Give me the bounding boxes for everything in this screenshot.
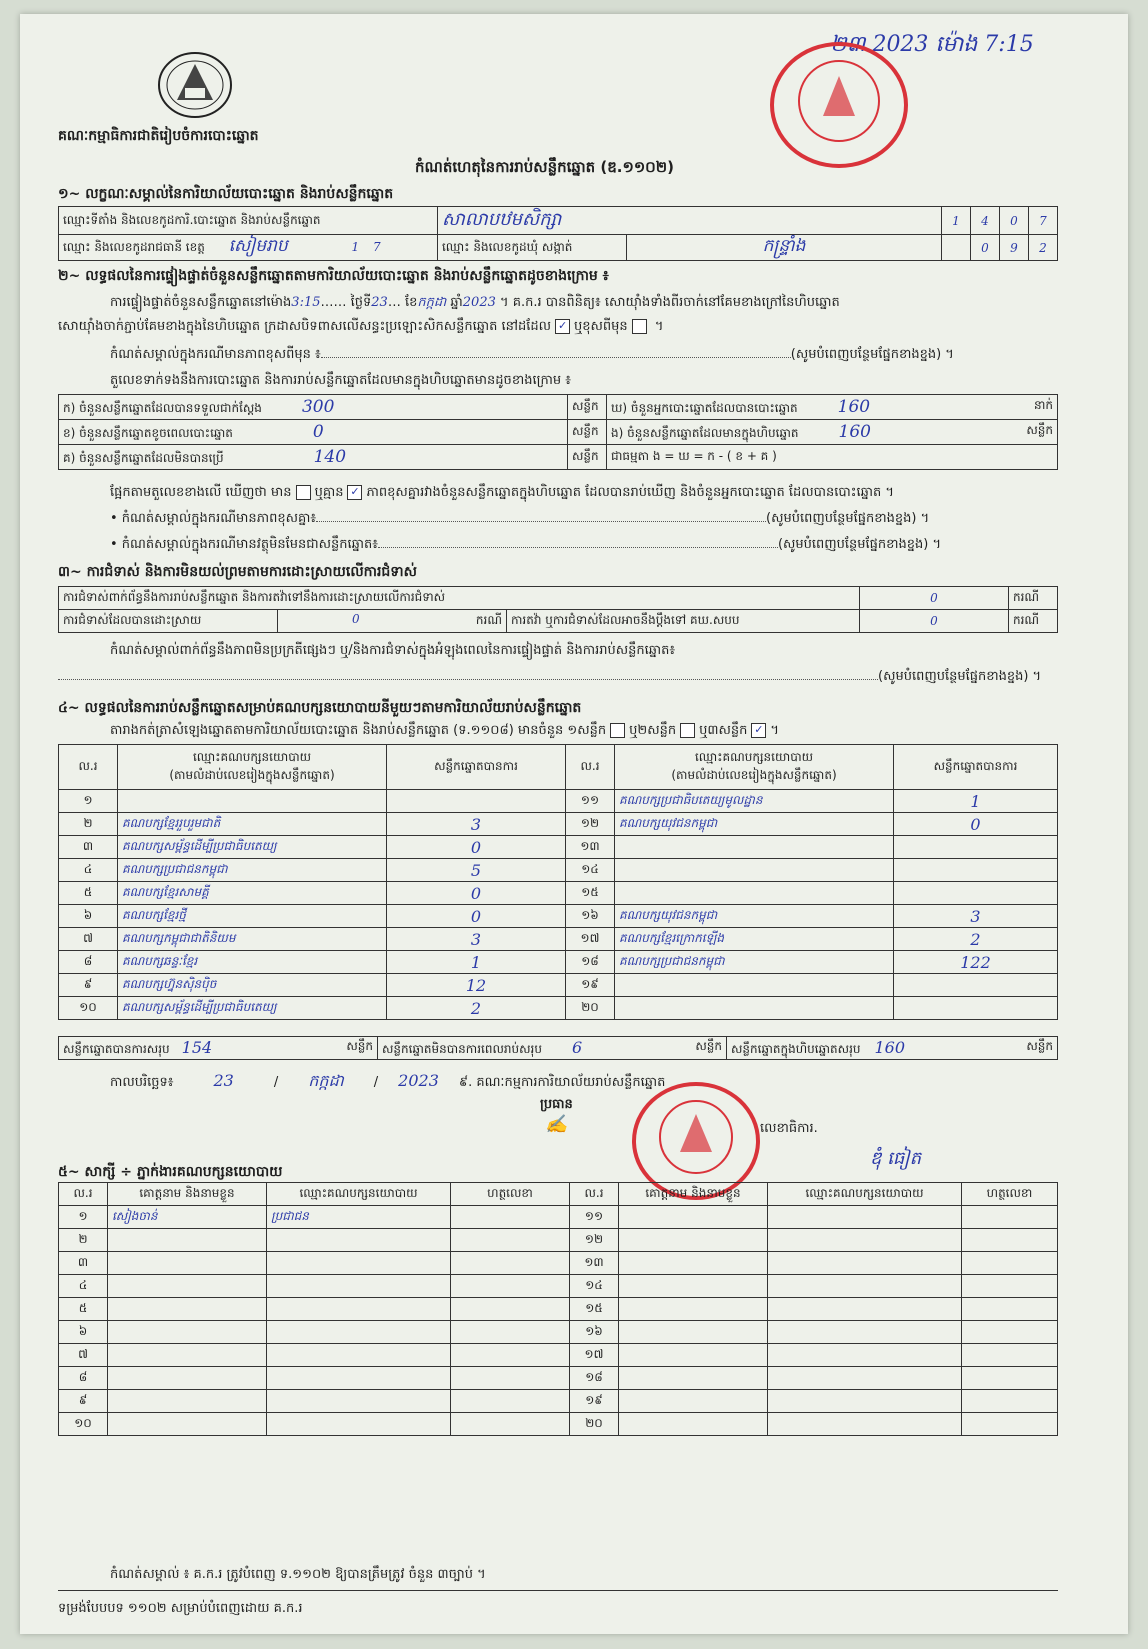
vote-count: 1: [894, 790, 1058, 813]
party-name: [615, 882, 894, 905]
row-number: ១១: [570, 1206, 619, 1229]
appeal-value: 0: [860, 610, 1009, 633]
party-name: គណបក្សសម្ព័ន្ធដើម្បីប្រជាធិបតេយ្យ: [118, 997, 387, 1020]
witness-party: [267, 1298, 451, 1321]
signature-cell: [451, 1229, 570, 1252]
witness-party: [267, 1344, 451, 1367]
party-name: គណបក្សខ្មែររួបរួមជាតិ: [118, 813, 387, 836]
vote-count: [894, 882, 1058, 905]
table-row: [59, 813, 1058, 836]
vote-count: 5: [387, 859, 566, 882]
row-number: ៩: [59, 1390, 108, 1413]
ng-value: 160: [838, 421, 871, 442]
day-value: 23: [371, 295, 388, 310]
row-number: ១២: [570, 1229, 619, 1252]
form-footer: ទម្រង់បែបបទ ១១០២ សម្រាប់បំពេញដោយ គ.ក.រ: [58, 1601, 303, 1616]
table-row: [59, 1344, 1058, 1367]
row-number: ៤: [59, 1275, 108, 1298]
table-row: [59, 1252, 1058, 1275]
vote-count: 2: [894, 928, 1058, 951]
irregularity-note: កំណត់សម្គាល់ពាក់ព័ន្ធនឹងភាពមិនប្រក្រតីផ្សេងៗ ឬ/និងការជំទាស់ក្នុងអំឡុងពេលនៃការផ្ទៀងផ្ទាត់ និងការរាប់សន្លឹកឆ្នោត៖: [110, 643, 676, 658]
signature-cell: [451, 1413, 570, 1436]
table-row: [59, 905, 1058, 928]
witness-name: [619, 1413, 768, 1436]
row-number: ១៨: [570, 1367, 619, 1390]
table-row: [59, 1206, 1058, 1229]
totals-table: សន្លឹកឆ្នោតបានការសរុប 154 សន្លឹក សន្លឹកឆ្នោតមិនបានការពេលរាប់សរុប 6 សន្លឹក សន្លឹកឆ្នោតក្នុងហិបឆ្នោតសរុប 160 សន្លឹក: [58, 1036, 1058, 1060]
witness-party: [267, 1252, 451, 1275]
table-row: [59, 928, 1058, 951]
row-number: ២: [59, 1229, 108, 1252]
change-note-line: កំណត់សម្គាល់ក្នុងករណីមានភាពខុសពីមុន ៖ (សូមបំពេញបន្ថែមផ្នែកខាងខ្នង) ។: [110, 347, 954, 362]
witness-name: [619, 1344, 768, 1367]
vote-count: 12: [387, 974, 566, 997]
row-number: ១៩: [570, 1390, 619, 1413]
witness-party: [267, 1390, 451, 1413]
witness-party: [768, 1413, 962, 1436]
row-number: ៥: [59, 882, 118, 905]
table-row: [59, 974, 1058, 997]
vote-count: 0: [387, 836, 566, 859]
row-number: ៨: [59, 1367, 108, 1390]
section3-title: ៣~ ការជំទាស់ និងការមិនយល់ព្រមតាមការដោះស្រាយលើការជំទាស់: [58, 564, 417, 580]
signature-cell: [451, 1321, 570, 1344]
ballot-counts-table: ក) ចំនួនសន្លឹកឆ្នោតដែលបានទទួលជាក់ស្តែង 300 សន្លឹក ឃ) ចំនួនអ្នកបោះឆ្នោតដែលបានបោះឆ្នោត 160 នាក់ ខ) ចំនួនសន្លឹកឆ្នោតខូចពេលបោះឆ្នោត 0 សន្លឹក ង) ចំនួនសន្លឹកឆ្នោតដែលមានក្នុងហិបឆ្នោត 160 សន្លឹក គ) ចំនួនសន្លឹកឆ្នោតដែលមិនបានប្រើ 140 សន្លឹក ជាធម្មតា ង = ឃ = ក - ( ខ + គ ): [58, 394, 1058, 470]
signature-cell: [451, 1206, 570, 1229]
row-number: ១៥: [566, 882, 615, 905]
no-difference-checkbox[interactable]: ✓: [347, 485, 362, 500]
witness-name: [108, 1321, 267, 1344]
signature-cell: [451, 1298, 570, 1321]
complaint-label: ការជំទាស់ពាក់ព័ន្ធនឹងការរាប់សន្លឹកឆ្នោត និងការតវ៉ាទៅនឹងការដោះស្រាយលើការជំទាស់: [59, 587, 860, 610]
two-sheet-checkbox[interactable]: [680, 723, 695, 738]
complaints-table: ការជំទាស់ពាក់ព័ន្ធនឹងការរាប់សន្លឹកឆ្នោត និងការតវ៉ាទៅនឹងការដោះស្រាយលើការជំទាស់ 0 ករណី ការជំទាស់ដែលបានដោះស្រាយ 0 ករណី ការតវ៉ា ឬការជំទាស់ដែលអាចនឹងប្តឹងទៅ គឃ.សបប 0 ករណី: [58, 586, 1058, 633]
location-table: [58, 206, 1058, 261]
complaint-value: 0: [860, 587, 1009, 610]
witness-party: [768, 1275, 962, 1298]
party-name: គណបក្សឆន្ទៈខ្មែរ: [118, 951, 387, 974]
section4-title: ៤~ លទ្ធផលនៃការរាប់សន្លឹកឆ្នោតសម្រាប់គណបក្សនយោបាយនីមួយៗតាមការិយាល័យរាប់សន្លឹកឆ្នោត: [58, 700, 582, 716]
party-name: គណបក្សកម្ពុជាជាតិនិយម: [118, 928, 387, 951]
table-row: [59, 951, 1058, 974]
row-number: ១០: [59, 1413, 108, 1436]
table-row: [59, 1298, 1058, 1321]
row-number: ១៦: [566, 905, 615, 928]
row-number: ២០: [570, 1413, 619, 1436]
row-number: ១៩: [566, 974, 615, 997]
row-number: ១៨: [566, 951, 615, 974]
code-digit: 0: [1000, 207, 1029, 235]
code-digit: 7: [1029, 207, 1058, 235]
row-number: ៣: [59, 836, 118, 859]
row-number: ១៤: [566, 859, 615, 882]
row-number: ៥: [59, 1298, 108, 1321]
commune-label: ឈ្មោះ និងលេខកូដឃុំ សង្កាត់: [438, 235, 627, 261]
row-number: ១៧: [566, 928, 615, 951]
party-name: គណបក្សខ្មែរសាមគ្គី: [118, 882, 387, 905]
table-row: [59, 997, 1058, 1020]
witness-name: [619, 1390, 768, 1413]
secretary-name: ឌុំ ធៀត: [870, 1148, 922, 1169]
witness-name: [108, 1252, 267, 1275]
vote-count: 0: [387, 905, 566, 928]
row-number: ៣: [59, 1252, 108, 1275]
witness-party: [267, 1275, 451, 1298]
party-name: [615, 974, 894, 997]
location-label: ឈ្មោះទីតាំង និងលេខកូដការិ.បោះឆ្នោត និងរាប់សន្លឹកឆ្នោត: [59, 207, 438, 235]
signature-cell: [962, 1206, 1058, 1229]
witness-name: [108, 1413, 267, 1436]
vote-count: [894, 859, 1058, 882]
province-code: 7: [372, 240, 381, 254]
form-title: កំណត់ហេតុនៃការរាប់សន្លឹកឆ្នោត (ឌ.១១០២): [415, 158, 675, 176]
table-row: [59, 1413, 1058, 1436]
has-difference-checkbox[interactable]: [296, 485, 311, 500]
unchanged-checkbox[interactable]: ✓: [555, 319, 570, 334]
row-number: ៨: [59, 951, 118, 974]
year-value: 2023: [462, 295, 496, 310]
vote-count: [894, 836, 1058, 859]
commune-code: 9: [1000, 235, 1029, 261]
table-row: [59, 859, 1058, 882]
witness-party: [768, 1252, 962, 1275]
counts-intro: តួលេខទាក់ទងនឹងការបោះឆ្នោត និងការរាប់សន្លឹកឆ្នោតដែលមានក្នុងហិបឆ្នោតមានដូចខាងក្រោម ៖: [110, 373, 571, 388]
changed-checkbox[interactable]: [632, 319, 647, 334]
signature-cell: [962, 1252, 1058, 1275]
witness-party: [768, 1298, 962, 1321]
form-sheet: [20, 14, 1128, 1634]
party-name: គណបក្សហ្វ៊ុនស៊ិនប៉ិច: [118, 974, 387, 997]
row-number: ៦: [59, 905, 118, 928]
row-number: ២: [59, 813, 118, 836]
k-value: 300: [301, 396, 335, 417]
signature-cell: [451, 1344, 570, 1367]
time-value: 3:15: [291, 295, 321, 310]
kh-value: 0: [312, 421, 324, 442]
witness-name: [108, 1298, 267, 1321]
signature-cell: [962, 1275, 1058, 1298]
vote-count: 3: [387, 928, 566, 951]
table-row: [59, 1321, 1058, 1344]
code-digit: 1: [942, 207, 971, 235]
row-number: ១៣: [566, 836, 615, 859]
signature-cell: [962, 1229, 1058, 1252]
row-number: ១៣: [570, 1252, 619, 1275]
witness-party: [768, 1321, 962, 1344]
section1-title: ១~ លក្ខណៈសម្គាល់នៃការិយាល័យបោះឆ្នោត និងរាប់សន្លឹកឆ្នោត: [58, 186, 394, 202]
committee-name: គណៈកម្មាធិការជាតិរៀបចំការបោះឆ្នោត: [58, 128, 259, 144]
witness-name: [108, 1390, 267, 1413]
signature-cell: [962, 1367, 1058, 1390]
receipt-note: ២៣ 2023 ម៉ោង 7:15: [830, 32, 1034, 57]
difference-note: • កំណត់សម្គាល់ក្នុងករណីមានភាពខុសគ្នា៖ (សូមបំពេញបន្ថែមផ្នែកខាងខ្នង) ។: [110, 511, 930, 526]
witness-name: [108, 1275, 267, 1298]
commune-value: កន្ទ្រាំង: [627, 235, 942, 261]
table-row: [59, 882, 1058, 905]
commune-code: 2: [1029, 235, 1058, 261]
witness-name: [619, 1367, 768, 1390]
gh-value: 160: [837, 396, 871, 417]
party-name: គណបក្សប្រជាជនកម្ពុជា: [615, 951, 894, 974]
final-note: កំណត់សម្គាល់ ៖ គ.ក.រ ត្រូវបំពេញ ទ.១១០២ ឱ្យបានត្រឹមត្រូវ ចំនួន ៣ច្បាប់ ។: [110, 1567, 486, 1582]
chair-signature: ✍: [545, 1114, 568, 1135]
resolved-value: 0: [352, 612, 360, 626]
party-name: [615, 997, 894, 1020]
witness-party: [768, 1229, 962, 1252]
table-row: [59, 1390, 1058, 1413]
row-number: ១០: [59, 997, 118, 1020]
party-name: គណបក្សសម្ព័ន្ធដើម្បីប្រជាធិបតេយ្យ: [118, 836, 387, 859]
row-number: ៧: [59, 1344, 108, 1367]
witness-party: [267, 1367, 451, 1390]
secretary-label: លេខាធិការ.: [760, 1121, 818, 1136]
witness-name: [619, 1298, 768, 1321]
vote-count: 1: [387, 951, 566, 974]
row-number: ១១: [566, 790, 615, 813]
witness-name: [619, 1321, 768, 1344]
witness-name: [619, 1252, 768, 1275]
party-name: គណបក្សខ្មែរក្រោកឡើង: [615, 928, 894, 951]
official-stamp-top: [770, 42, 908, 168]
vote-count: 0: [894, 813, 1058, 836]
vote-count: 2: [387, 997, 566, 1020]
witness-party: [768, 1390, 962, 1413]
section5-title: ៥~ សាក្សី ÷ ភ្នាក់ងារគណបក្សនយោបាយ: [58, 1164, 283, 1180]
province-code: 1: [351, 240, 360, 254]
one-sheet-checkbox[interactable]: [610, 723, 625, 738]
vote-count: 3: [894, 905, 1058, 928]
party-results-table: ល.រ ឈ្មោះគណបក្សនយោបាយ (តាមលំដាប់លេខរៀងក្នុងសន្លឹកឆ្នោត) សន្លឹកឆ្នោតបានការ ល.រ ឈ្មោះគណបក្សនយោបាយ (តាមលំដាប់លេខរៀងក្នុងសន្លឹកឆ្នោត) សន្លឹកឆ្នោតបានការ ១ ១១ គណបក្សប្រជាធិបតេយ្យមូលដ្ឋាន 1 ២ គណបក្សខ្មែររួបរួមជាតិ 3 ១២ គណបក្សយុវជនកម្ពុជា 0 ៣ គណបក្សសម្ព័ន្ធដើម្បីប្រជាធិបតេយ្យ 0 ១៣ ៤ គណបក្សប្រជាជនកម្ពុជា 5 ១៤ ៥ គណបក្សខ្មែរសាមគ្គី 0 ១៥ ៦ គណបក្សខ្មែរថ្មី 0 ១៦ គណបក្សយុវជនកម្ពុជា 3 ៧ គណបក្សកម្ពុជាជាតិនិយម 3 ១៧ គណបក្សខ្មែរក្រោកឡើង 2 ៨ គណបក្សឆន្ទៈខ្មែរ 1 ១៨ គណបក្សប្រជាជនកម្ពុជា 122 ៩ គណបក្សហ្វ៊ុនស៊ិនប៉ិច 12 ១៩ ១០ គណបក្សសម្ព័ន្ធដើម្បីប្រជាធិបតេយ្យ 2 ២០: [58, 744, 1058, 1020]
table-row: [59, 1275, 1058, 1298]
vote-count: 0: [387, 882, 566, 905]
party-name: [615, 836, 894, 859]
signature-cell: [962, 1344, 1058, 1367]
row-number: ៤: [59, 859, 118, 882]
party-name: គណបក្សយុវជនកម្ពុជា: [615, 905, 894, 928]
signature-cell: [451, 1367, 570, 1390]
table-row: [59, 836, 1058, 859]
witness-party: [768, 1367, 962, 1390]
irregularity-fill: (សូមបំពេញបន្ថែមផ្នែកខាងខ្នង) ។: [58, 668, 1041, 687]
row-number: ១: [59, 790, 118, 813]
signature-cell: [962, 1321, 1058, 1344]
commune-code: 0: [971, 235, 1000, 261]
section2-title: ២~ លទ្ធផលនៃការផ្ទៀងផ្ទាត់ចំនួនសន្លឹកឆ្នោតតាមការិយាល័យបោះឆ្នោត និងរាប់សន្លឹកឆ្នោតដូចខាងក្រោម ៖: [58, 268, 609, 284]
row-number: ៧: [59, 928, 118, 951]
chair-label: ប្រធាន: [540, 1097, 573, 1112]
seal-line: សោយ៉ាំងចាក់ភ្ជាប់គែមខាងក្នុងនៃហិបឆ្នោត ក្រដាសបិទពាសលើសន្ធះប្រឡោះសិកសន្លឹកឆ្នោត នៅដដែល ✓ ឬខុសពីមុន ។: [58, 319, 664, 334]
witness-party: [768, 1206, 962, 1229]
object-note: • កំណត់សម្គាល់ក្នុងករណីមានវត្ថុមិនមែនជាសន្លឹកឆ្នោត៖ (សូមបំពេញបន្ថែមផ្នែកខាងខ្នង) ។: [110, 537, 942, 552]
row-number: ២០: [566, 997, 615, 1020]
party-name: គណបក្សយុវជនកម្ពុជា: [615, 813, 894, 836]
witness-name: [619, 1229, 768, 1252]
row-number: ១៧: [570, 1344, 619, 1367]
formula: ជាធម្មតា ង = ឃ = ក - ( ខ + គ ): [607, 445, 1058, 470]
row-number: ១៦: [570, 1321, 619, 1344]
witness-name: [108, 1367, 267, 1390]
party-name: គណបក្សប្រជាជនកម្ពុជា: [118, 859, 387, 882]
row-number: ៦: [59, 1321, 108, 1344]
signature-cell: [962, 1413, 1058, 1436]
party-name: [615, 859, 894, 882]
witness-name: [108, 1344, 267, 1367]
total-valid: 154: [181, 1037, 213, 1057]
vote-count: 3: [387, 813, 566, 836]
witness-party: [267, 1413, 451, 1436]
party-name: គណបក្សប្រជាធិបតេយ្យមូលដ្ឋាន: [615, 790, 894, 813]
witness-party: [267, 1321, 451, 1344]
three-sheet-checkbox[interactable]: ✓: [751, 723, 766, 738]
witness-name: [108, 1229, 267, 1252]
province-value: សៀមរាប: [228, 236, 288, 256]
party-name: គណបក្សខ្មែរថ្មី: [118, 905, 387, 928]
signature-cell: [451, 1390, 570, 1413]
total-invalid: 6: [571, 1037, 583, 1057]
verification-line: ការផ្ទៀងផ្ទាត់ចំនួនសន្លឹកឆ្នោតនៅម៉ោង3:15…… ថ្ងៃទី23… ខែកក្កដា ឆ្នាំ2023 ។ គ.ក.រ បានពិនិត្យ៖ សោយ៉ាំងទាំងពីរចាក់នៅគែមខាងក្រៅនៃហិបឆ្នោត: [110, 295, 840, 310]
signature-cell: [962, 1298, 1058, 1321]
party-name: [118, 790, 387, 813]
row-number: ១២: [566, 813, 615, 836]
compare-line: ផ្អែកតាមតួលេខខាងលើ ឃើញថា មាន ឬគ្មាន ✓ ភាពខុសគ្នារវាងចំនួនសន្លឹកឆ្នោតក្នុងហិបឆ្នោត ដែលបានរាប់ឃើញ និងចំនួនអ្នកបោះឆ្នោត ដែលបានបោះឆ្នោត ។: [110, 485, 894, 500]
row-number: ១: [59, 1206, 108, 1229]
signature-cell: [451, 1252, 570, 1275]
vote-count: [894, 997, 1058, 1020]
signature-cell: [451, 1275, 570, 1298]
location-value: សាលាបឋមសិក្សា: [438, 207, 942, 235]
witness-table: ល.រ គោត្តនាម និងនាមខ្លួន ឈ្មោះគណបក្សនយោបាយ ហត្ថលេខា ល.រ គោត្តនាម និងនាមខ្លួន ឈ្មោះគណបក្សនយោបាយ ហត្ថលេខា ១ សៀងចាន់ ប្រជាជន ១១ ២ ១២ ៣ ១៣ ៤ ១៤ ៥ ១៥ ៦ ១៦ ៧ ១៧ ៨ ១៨ ៩ ១៩ ១០ ២០: [58, 1182, 1058, 1436]
date-line: កាលបរិច្ឆេទ៖ 23 / កក្កដា / 2023 ៩. គណៈកម្មការការិយាល័យរាប់សន្លឹកឆ្នោត: [110, 1071, 666, 1090]
witness-party: [267, 1229, 451, 1252]
vote-count: [387, 790, 566, 813]
row-number: ១៤: [570, 1275, 619, 1298]
vote-count: [894, 974, 1058, 997]
total-box: 160: [874, 1037, 906, 1057]
witness-party: [768, 1344, 962, 1367]
witness-party: ប្រជាជន: [267, 1206, 451, 1229]
sheets-line: តារាងកត់ត្រាសំឡេងឆ្នោតតាមការិយាល័យបោះឆ្នោត និងរាប់សន្លឹកឆ្នោត (ទ.១១០៨) មានចំនួន ១សន្លឹក ឬ២សន្លឹក ឬ៣សន្លឹក ✓ ។: [110, 723, 779, 738]
table-row: [59, 1229, 1058, 1252]
row-number: ១៥: [570, 1298, 619, 1321]
table-row: [59, 790, 1058, 813]
signature-cell: [962, 1390, 1058, 1413]
province-label: ឈ្មោះ និងលេខកូដរាជធានី ខេត្ត សៀមរាប 1 7: [59, 235, 438, 261]
g-value: 140: [313, 446, 347, 467]
month-value: កក្កដា: [417, 295, 447, 310]
nec-emblem-icon: [155, 50, 235, 120]
table-row: [59, 1367, 1058, 1390]
witness-name: សៀងចាន់: [108, 1206, 267, 1229]
row-number: ៩: [59, 974, 118, 997]
code-digit: 4: [971, 207, 1000, 235]
witness-name: [619, 1206, 768, 1229]
witness-name: [619, 1275, 768, 1298]
vote-count: 122: [894, 951, 1058, 974]
